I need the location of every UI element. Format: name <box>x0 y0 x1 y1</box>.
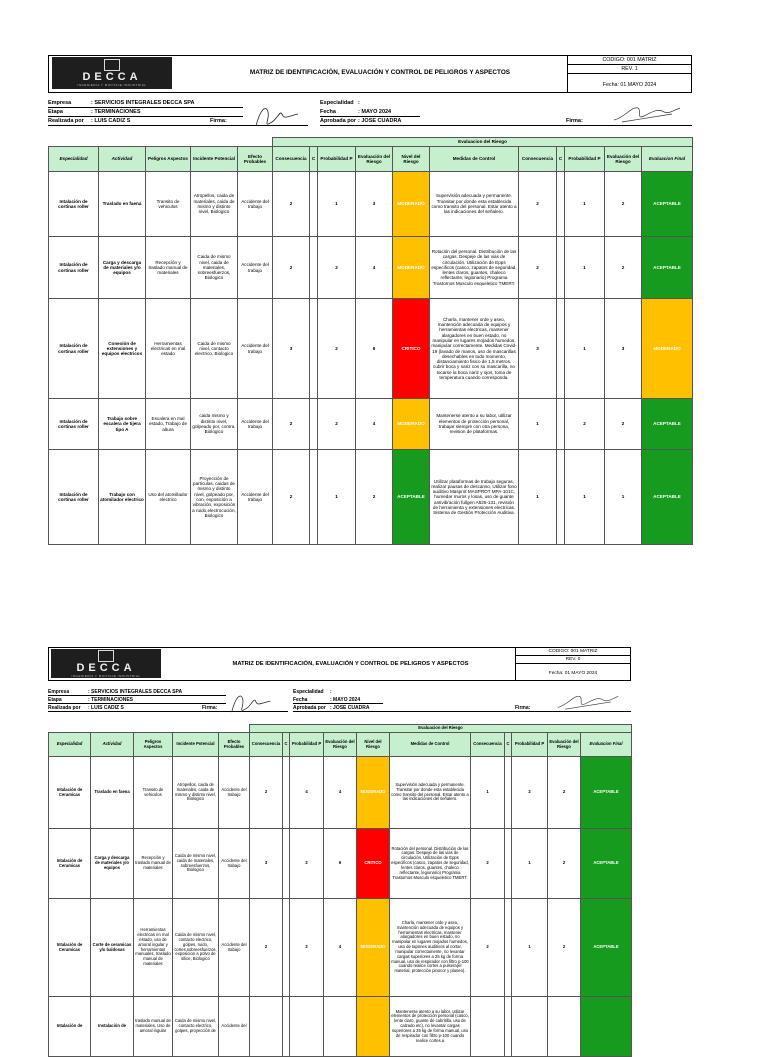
cell-pel: traslado manual de materiales, Uso de amoral ingular <box>134 997 173 1057</box>
firma2-label: Firma: <box>566 118 583 124</box>
cell-esp: Intalación de cortinas roller <box>49 237 99 299</box>
table-row <box>49 997 632 1057</box>
column-header: Medidas de Control <box>390 733 471 757</box>
cell-efe: Accidente del trabajo <box>238 299 273 399</box>
fecha-label: Fecha <box>320 109 336 115</box>
logo-subtitle: INGENIERIA Y MONTAJE INDUSTRIAL <box>77 83 147 87</box>
doc-rev-2: REV. 0 <box>516 656 630 664</box>
column-header: Peligros Aspectos <box>134 733 173 757</box>
c-cell <box>505 829 512 899</box>
column-header: C <box>310 147 318 172</box>
cell-er: 6 <box>324 829 357 899</box>
cell-pel: Recepción y traslado manual de materiales <box>146 237 191 299</box>
cell-er: 4 <box>324 899 357 997</box>
cell-med: Mantenerse atento a su labor, utilizar elementos de protección personal, trabajar siempre con otra persona, revision de plataformas. <box>430 399 519 450</box>
cell-er2: 1 <box>605 450 642 545</box>
cell-c: 2 <box>273 399 310 450</box>
cell-act: Traslado en faena <box>99 172 146 237</box>
cell-nivel: MODERADO <box>357 757 390 829</box>
cell-esp: Intalación de cortinas roller <box>49 399 99 450</box>
cell-med: Rotación del personal. Distribución de las cargas. Despeje de las vias de circulación. Utilización de Epps especificos (casco, zapatos de seguridad, lentes claros, guantes, chaleco reflectante, legionario) Programa Trastornos Musculo esqueletico TMERT. <box>430 237 519 299</box>
table-row <box>49 899 632 997</box>
cell-fin: ACEPTABLE <box>642 172 693 237</box>
especialidad-label: Especialidad <box>320 100 354 106</box>
fecha-label-2: Fecha <box>293 697 308 703</box>
cell-er2 <box>548 997 581 1057</box>
cell-c: 2 <box>273 237 310 299</box>
etapa-label-2: Etapa <box>48 697 62 703</box>
cell-nivel: MODERADO <box>393 399 430 450</box>
cell-pel: Transito de vehiculos <box>134 757 173 829</box>
realizada-value-2: : LUIS CADIZ S <box>88 705 124 711</box>
cell-med: Charla, mantener orde y aseo, mantención adecuada de equipos y herramientas electricas, mantener alargadores en buen estado, no manipular en lugares mojados humedos, manipular correctamente. Medidas Covid-19 (lavado de manos, uso de mascarillas desechables en todo momento, distanciamiento fisico de 1,5 metros, cubrir boca y nariz con su mascarilla, no tocarse la boca nariz y ojos, toma de temperatura cuando corresponda. <box>430 299 519 399</box>
cell-pel: Herramientas electricas en mal estado <box>146 299 191 399</box>
doc-title: MATRIZ DE IDENTIFICACIÓN, EVALUACIÓN Y CONTROL DE PELIGROS Y ASPECTOS <box>249 69 511 76</box>
column-header: Evaluacion Final <box>581 733 632 757</box>
cell-c: 2 <box>273 172 310 237</box>
cell-p2: 2 <box>565 399 605 450</box>
column-header: Especialidad <box>49 147 99 172</box>
logo-subtitle-2: INGENIERIA Y MONTAJE INDUSTRIAL <box>71 673 141 678</box>
column-header: Actividad <box>99 147 146 172</box>
cell-fin: ACEPTABLE <box>642 399 693 450</box>
cell-med: Supervisión adecuada y permanente. Transitar por donde esta establecida como transito del personal. Estar atento a las indicaciones del señalero. <box>390 757 471 829</box>
cell-inc: Caida de mismo nivel, caida de materiales, sobreesfuerzos, Biologico <box>191 237 238 299</box>
cell-act: Conexión de extensiones y equipos electricos <box>99 299 146 399</box>
column-header: Consecuencia <box>273 147 310 172</box>
cell-c2: 1 <box>519 399 557 450</box>
logo-name: DECCA <box>82 71 142 83</box>
cell-esp: Intalación de Ceramicas <box>49 899 91 997</box>
cell-p: 2 <box>318 399 356 450</box>
cell-p: 2 <box>318 299 356 399</box>
cell-p2 <box>512 997 548 1057</box>
column-header: Actividad <box>91 733 134 757</box>
column-header: Nivel del Riesgo <box>357 733 390 757</box>
cell-nivel: ACEPTABLE <box>393 450 430 545</box>
cell-er: 6 <box>356 299 393 399</box>
column-header: Evaluacion Final <box>642 147 693 172</box>
cell-med: Supervisión adecuada y permanente. Transitar por donde esta establecida como transito del personal. Estar atento a las indicaciones del señalero. <box>430 172 519 237</box>
column-header: C <box>505 733 512 757</box>
cell-med: Mantenerse atento a su labor, utilizar elementos de protección personal (casco, lente claro, guante de cabritilla, uso de calzado etc), no levantar cargas superiores a 25 kg de forma manual, uso de respirador con filtro p-100 cuando realice cortes a <box>390 997 471 1057</box>
cell-er2: 2 <box>548 757 581 829</box>
signature-4 <box>556 689 620 713</box>
cell-p2: 1 <box>565 299 605 399</box>
cell-med: Charla, mantener orde y aseo, mantención adecuada de equipos y herramientas electricas, mantener alargadores en buen estado, no manipular en lugares mojados humedos, uso de tapones auditivos al cortar, manipular correctamente, no levantar cargas superiores a 25 kg de forma manual, uso de respirador con filtro p-100 cuando realice cortes a pulsera(el material, protección pinocor y planeo). <box>390 899 471 997</box>
especialidad-value: : <box>358 100 360 106</box>
cell-p: 2 <box>318 237 356 299</box>
firma2-label-2: Firma: <box>515 705 531 711</box>
column-header: C <box>557 147 565 172</box>
column-header: Incidente Potencial <box>173 733 219 757</box>
cell-p: 1 <box>318 450 356 545</box>
realizada-label: Realizada por <box>48 118 84 124</box>
cell-fin: ACEPTABLE <box>581 757 632 829</box>
column-header: Incidente Potencial <box>191 147 238 172</box>
cell-c2: 2 <box>519 172 557 237</box>
c-cell <box>505 757 512 829</box>
column-header: Evaluación del Riesgo <box>605 147 642 172</box>
cell-inc: Caida de mismo nivel, contacto electrico, golpes, proyección de <box>173 997 219 1057</box>
cell-c <box>250 997 283 1057</box>
cell-nivel: CRITICO <box>357 829 390 899</box>
cell-er: 3 <box>356 172 393 237</box>
cell-pel: Transito de vehiculos <box>146 172 191 237</box>
c-cell <box>283 997 290 1057</box>
cell-p: 2 <box>290 899 324 997</box>
cell-er: 2 <box>356 450 393 545</box>
eval-group-header: Evaluacion del Riesgo <box>250 725 632 733</box>
column-header: Especialidad <box>49 733 91 757</box>
c-cell <box>505 997 512 1057</box>
cell-c: 2 <box>250 899 283 997</box>
column-header: Evaluación del Riesgo <box>548 733 581 757</box>
empresa-label: Empresa <box>48 100 72 106</box>
cell-efe: Accidente del trabajo <box>238 172 273 237</box>
signature-3 <box>228 688 274 716</box>
cell-p2: 1 <box>565 237 605 299</box>
cell-esp: Intalación de cortinas roller <box>49 450 99 545</box>
cell-c2 <box>471 997 505 1057</box>
cell-act: Carga y descarga de materiales y/o equipos <box>99 237 146 299</box>
empresa-label-2: Empresa <box>48 689 70 695</box>
column-header: C <box>283 733 290 757</box>
cell-er2: 2 <box>548 899 581 997</box>
cell-er <box>324 997 357 1057</box>
especialidad-label-2: Especialidad <box>293 689 324 695</box>
cell-fin: ACEPTABLE <box>642 450 693 545</box>
column-header: Consecuencia <box>471 733 505 757</box>
column-header: Probabilidad P <box>565 147 605 172</box>
cell-c2: 3 <box>519 299 557 399</box>
aprobada-value-2: : JOSE CUADRA <box>330 705 370 711</box>
table-row <box>49 757 632 829</box>
logo-name-2: DECCA <box>76 661 136 674</box>
cell-nivel: MODERADO <box>393 237 430 299</box>
realizada-label-2: Realizada por <box>48 705 81 711</box>
column-header: Probabilidad P <box>290 733 324 757</box>
cell-er2: 2 <box>605 237 642 299</box>
cell-p: 2 <box>290 829 324 899</box>
doc-date-2: Fecha: 01 MAYO 2024 <box>548 671 598 676</box>
cell-c2: 2 <box>471 899 505 997</box>
doc-code-2: CODIGO: 001 MATRIZ <box>516 648 630 656</box>
cell-efe: Accidente del trabajo <box>219 899 250 997</box>
cell-esp: Intalación de cortinas roller <box>49 172 99 237</box>
realizada-value: : LUIS CADIZ S <box>91 118 131 124</box>
cell-inc: Caida de mismo nivel, contacto electrico, golpes, ruido, cortes,sobreesfuerzos, exposicion a polvo de silice, Biologico <box>173 899 219 997</box>
cell-inc: Caida de mismo nivel, caida de materiales, sobreesfuerzos, Biologico <box>173 829 219 899</box>
doc-date: Fecha: 01 MAYO 2024 <box>602 82 657 88</box>
cell-inc: Atropellos, caida de materiales, caida de mismo y distinto nivel, Biologico <box>173 757 219 829</box>
column-header: Efecto Probables <box>238 147 273 172</box>
cell-fin: MODERADO <box>642 299 693 399</box>
c-cell <box>283 899 290 997</box>
cell-er2: 2 <box>548 829 581 899</box>
empresa-value-2: : SERVICIOS INTEGRALES DECCA SPA <box>88 689 183 695</box>
fecha-value-2: : MAYO 2024 <box>330 697 361 703</box>
cell-er: 4 <box>324 757 357 829</box>
cell-med: Utilizar plataformas de trabajo seguras, realizar pausas de descanso, Utilizar fono auditivo Masprot MASPROT MPA-101C, humedar muros y losas, uso de guante antivibración fullgen A525-131, revisión de herramienta y extensiones electricas. Sistema de Gestión Protección Auditiva. <box>430 450 519 545</box>
cell-act: Carga y descarga de materiales y/o equipos <box>91 829 134 899</box>
aprobada-label: Aprobada por <box>320 118 357 124</box>
cell-act: Trabajo con atomilador electrico <box>99 450 146 545</box>
cell-p2: 2 <box>512 757 548 829</box>
doc-rev: REV. 1 <box>568 65 691 74</box>
cell-p2: 1 <box>565 450 605 545</box>
cell-esp: Intalación de Ceramicas <box>49 757 91 829</box>
cell-inc: Atropellos, caida de materiales, caida de mismo y distinto nivel, Biologico <box>191 172 238 237</box>
cell-c: 2 <box>273 450 310 545</box>
cell-c2: 1 <box>471 757 505 829</box>
info-block-2 <box>48 689 631 716</box>
cell-med: Rotación del personal. Distribución de las cargas. Despeje de las vias de circulación. Utilización de Epps especificos (casco, zapatos de seguridad, lentes claros, guantes, chaleco reflectante, legionario) Programa Trastornos Musculo esqueletico TMERT. <box>390 829 471 899</box>
cell-er2: 2 <box>605 172 642 237</box>
column-header: Consecuencia <box>519 147 557 172</box>
cell-c: 2 <box>250 757 283 829</box>
etapa-label: Etapa <box>48 109 63 115</box>
empresa-value: : SERVICIOS INTEGRALES DECCA SPA <box>91 100 195 106</box>
cell-pel: Uso del atomillador electrico <box>146 450 191 545</box>
cell-fin: ACEPTABLE <box>581 829 632 899</box>
cell-pel: Recepción y traslado manual de materiales <box>134 829 173 899</box>
c-cell <box>505 899 512 997</box>
cell-c2: 2 <box>471 829 505 899</box>
cell-efe: Accidente del trabajo <box>219 829 250 899</box>
cell-efe: Accidente del trabajo <box>238 399 273 450</box>
firma-label: Firma: <box>210 118 227 124</box>
eval-group-header: Evaluacion del Riesgo <box>273 138 693 147</box>
column-header: Consecuencia <box>250 733 283 757</box>
fecha-value: : MAYO 2024 <box>358 109 392 115</box>
column-header: Medidas de Control <box>430 147 519 172</box>
cell-efe: Accidente del trabajo <box>238 450 273 545</box>
cell-nivel <box>357 997 390 1057</box>
c-cell <box>283 829 290 899</box>
cell-esp: Intalación de cortinas roller <box>49 299 99 399</box>
cell-fin <box>581 997 632 1057</box>
cell-esp: Intalación de Ceramicas <box>49 829 91 899</box>
cell-pel: Escalera en mal estado, Trabajo de altura <box>146 399 191 450</box>
table-row <box>49 829 632 899</box>
column-header: Nivel del Riesgo <box>393 147 430 172</box>
cell-p2: 1 <box>512 829 548 899</box>
aprobada-value: : JOSE CUADRA <box>358 118 402 124</box>
firma-label-2: Firma: <box>202 705 218 711</box>
column-header: Evaluación del Riesgo <box>356 147 393 172</box>
cell-er2: 3 <box>605 299 642 399</box>
cell-act: Instalación de <box>91 997 134 1057</box>
c-cell <box>283 757 290 829</box>
cell-p <box>290 997 324 1057</box>
column-header: Peligros Aspectos <box>146 147 191 172</box>
cell-esp: Intalación de <box>49 997 91 1057</box>
cell-p2: 1 <box>565 172 605 237</box>
cell-act: Corte de ceramicas y/o baldosas <box>91 899 134 997</box>
cell-efe: Accidente del trabajo <box>219 757 250 829</box>
cell-p2: 1 <box>512 899 548 997</box>
especialidad-value-2: : <box>330 689 332 695</box>
cell-efe: Accidente del trabajo <box>238 237 273 299</box>
cell-act: Traslado en faena <box>91 757 134 829</box>
cell-nivel: MODERADO <box>357 899 390 997</box>
cell-nivel: MODERADO <box>393 172 430 237</box>
cell-c2: 1 <box>519 450 557 545</box>
cell-c2: 2 <box>519 237 557 299</box>
cell-act: Trabajo sobre escalera de tijera tipo A <box>99 399 146 450</box>
cell-inc: caida mismo y distinto nivel, golpeado por, contra. Biologico <box>191 399 238 450</box>
cell-nivel: CRITICO <box>393 299 430 399</box>
logo-mark-icon-2 <box>98 650 114 662</box>
cell-fin: ACEPTABLE <box>642 237 693 299</box>
column-header: Probabilidad P <box>512 733 548 757</box>
etapa-value: : TERMINACIONES <box>91 109 141 115</box>
cell-c: 3 <box>273 299 310 399</box>
column-header: Efecto Probables <box>219 733 250 757</box>
etapa-value-2: : TERMINACIONES <box>88 697 133 703</box>
column-header: Probabilidad P <box>318 147 356 172</box>
cell-p: 1 <box>318 172 356 237</box>
company-logo-2 <box>51 649 161 678</box>
risk-matrix-table-2 <box>48 724 632 1057</box>
cell-er: 4 <box>356 399 393 450</box>
cell-inc: Caida de mismo nivel, contacto electrico, Biologico <box>191 299 238 399</box>
cell-er2: 2 <box>605 399 642 450</box>
column-header: Evaluación del Riesgo <box>324 733 357 757</box>
cell-p: 4 <box>290 757 324 829</box>
cell-c: 3 <box>250 829 283 899</box>
aprobada-label-2: Aprobada por <box>293 705 326 711</box>
code-box-2 <box>515 648 630 680</box>
cell-er: 4 <box>356 237 393 299</box>
cell-efe: Accidente del <box>219 997 250 1057</box>
doc-code: CODIGO: 001 MATRIZ <box>568 56 691 65</box>
cell-inc: Proyección de particulas, caidas de mismo y distinto nivel, golpeado por, con, exposición a vibración, exposición a ruido,electrocución, Biologico <box>191 450 238 545</box>
cell-pel: Herramientas electricas en mal estado, uso de amoral ingular y herramientas manuales, traslado manual de materiales <box>134 899 173 997</box>
cell-fin: ACEPTABLE <box>581 899 632 997</box>
doc-title-2: MATRIZ DE IDENTIFICACIÓN, EVALUACIÓN Y CONTROL DE PELIGROS Y ASPECTOS <box>232 661 469 667</box>
